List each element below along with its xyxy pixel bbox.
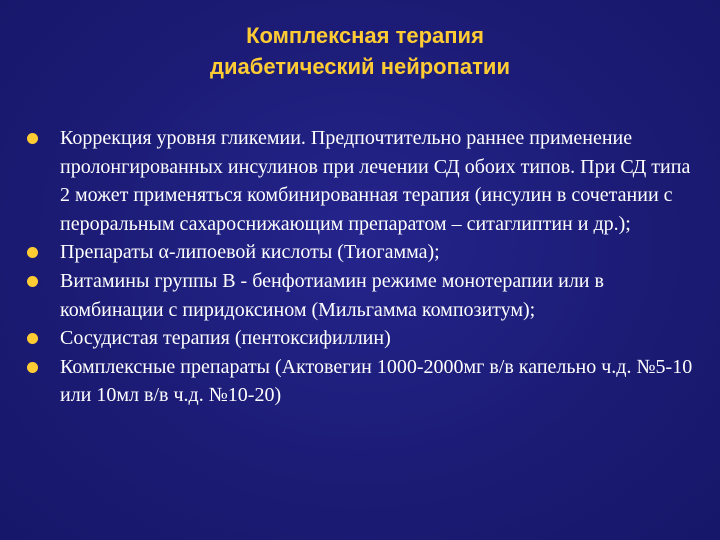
bullet-item-lipoic-acid <box>24 238 704 267</box>
bullet-text: Витамины группы В - бенфотиамин режиме монотерапии или в комбинации с пиридоксином (Мильгамма композитум); <box>60 269 604 321</box>
bullet-dot-icon <box>27 133 38 144</box>
bullet-item-complex <box>24 353 704 410</box>
bullet-list <box>24 124 704 410</box>
bullet-text: Сосудистая терапия (пентоксифиллин) <box>60 327 391 350</box>
title-line-1: Комплексная терапия <box>246 23 484 48</box>
bullet-item-vitamins <box>24 267 704 324</box>
bullet-dot-icon <box>27 333 38 344</box>
title-line-2: диабетический нейропатии <box>210 54 510 79</box>
bullet-text: Комплексные препараты (Актовегин 1000-2000мг в/в капельно ч.д. №5-10 или 10мл в/в ч.д. №10-20) <box>60 355 693 407</box>
bullet-dot-icon <box>27 247 38 258</box>
slide-title <box>0 20 720 82</box>
bullet-item-vascular <box>24 324 704 353</box>
bullet-item-glycemia <box>24 124 704 238</box>
bullet-dot-icon <box>27 362 38 373</box>
bullet-text: Коррекция уровня гликемии. Предпочтительно раннее применение пролонгированных инсулинов при лечении СД обоих типов. При СД типа 2 может применяться комбинированная терапия (инсулин в сочетании с пероральным сахароснижающим препаратом – ситаглиптин и др.); <box>60 127 691 235</box>
bullet-dot-icon <box>27 276 38 287</box>
bullet-text: Препараты α-липоевой кислоты (Тиогамма); <box>60 241 440 264</box>
